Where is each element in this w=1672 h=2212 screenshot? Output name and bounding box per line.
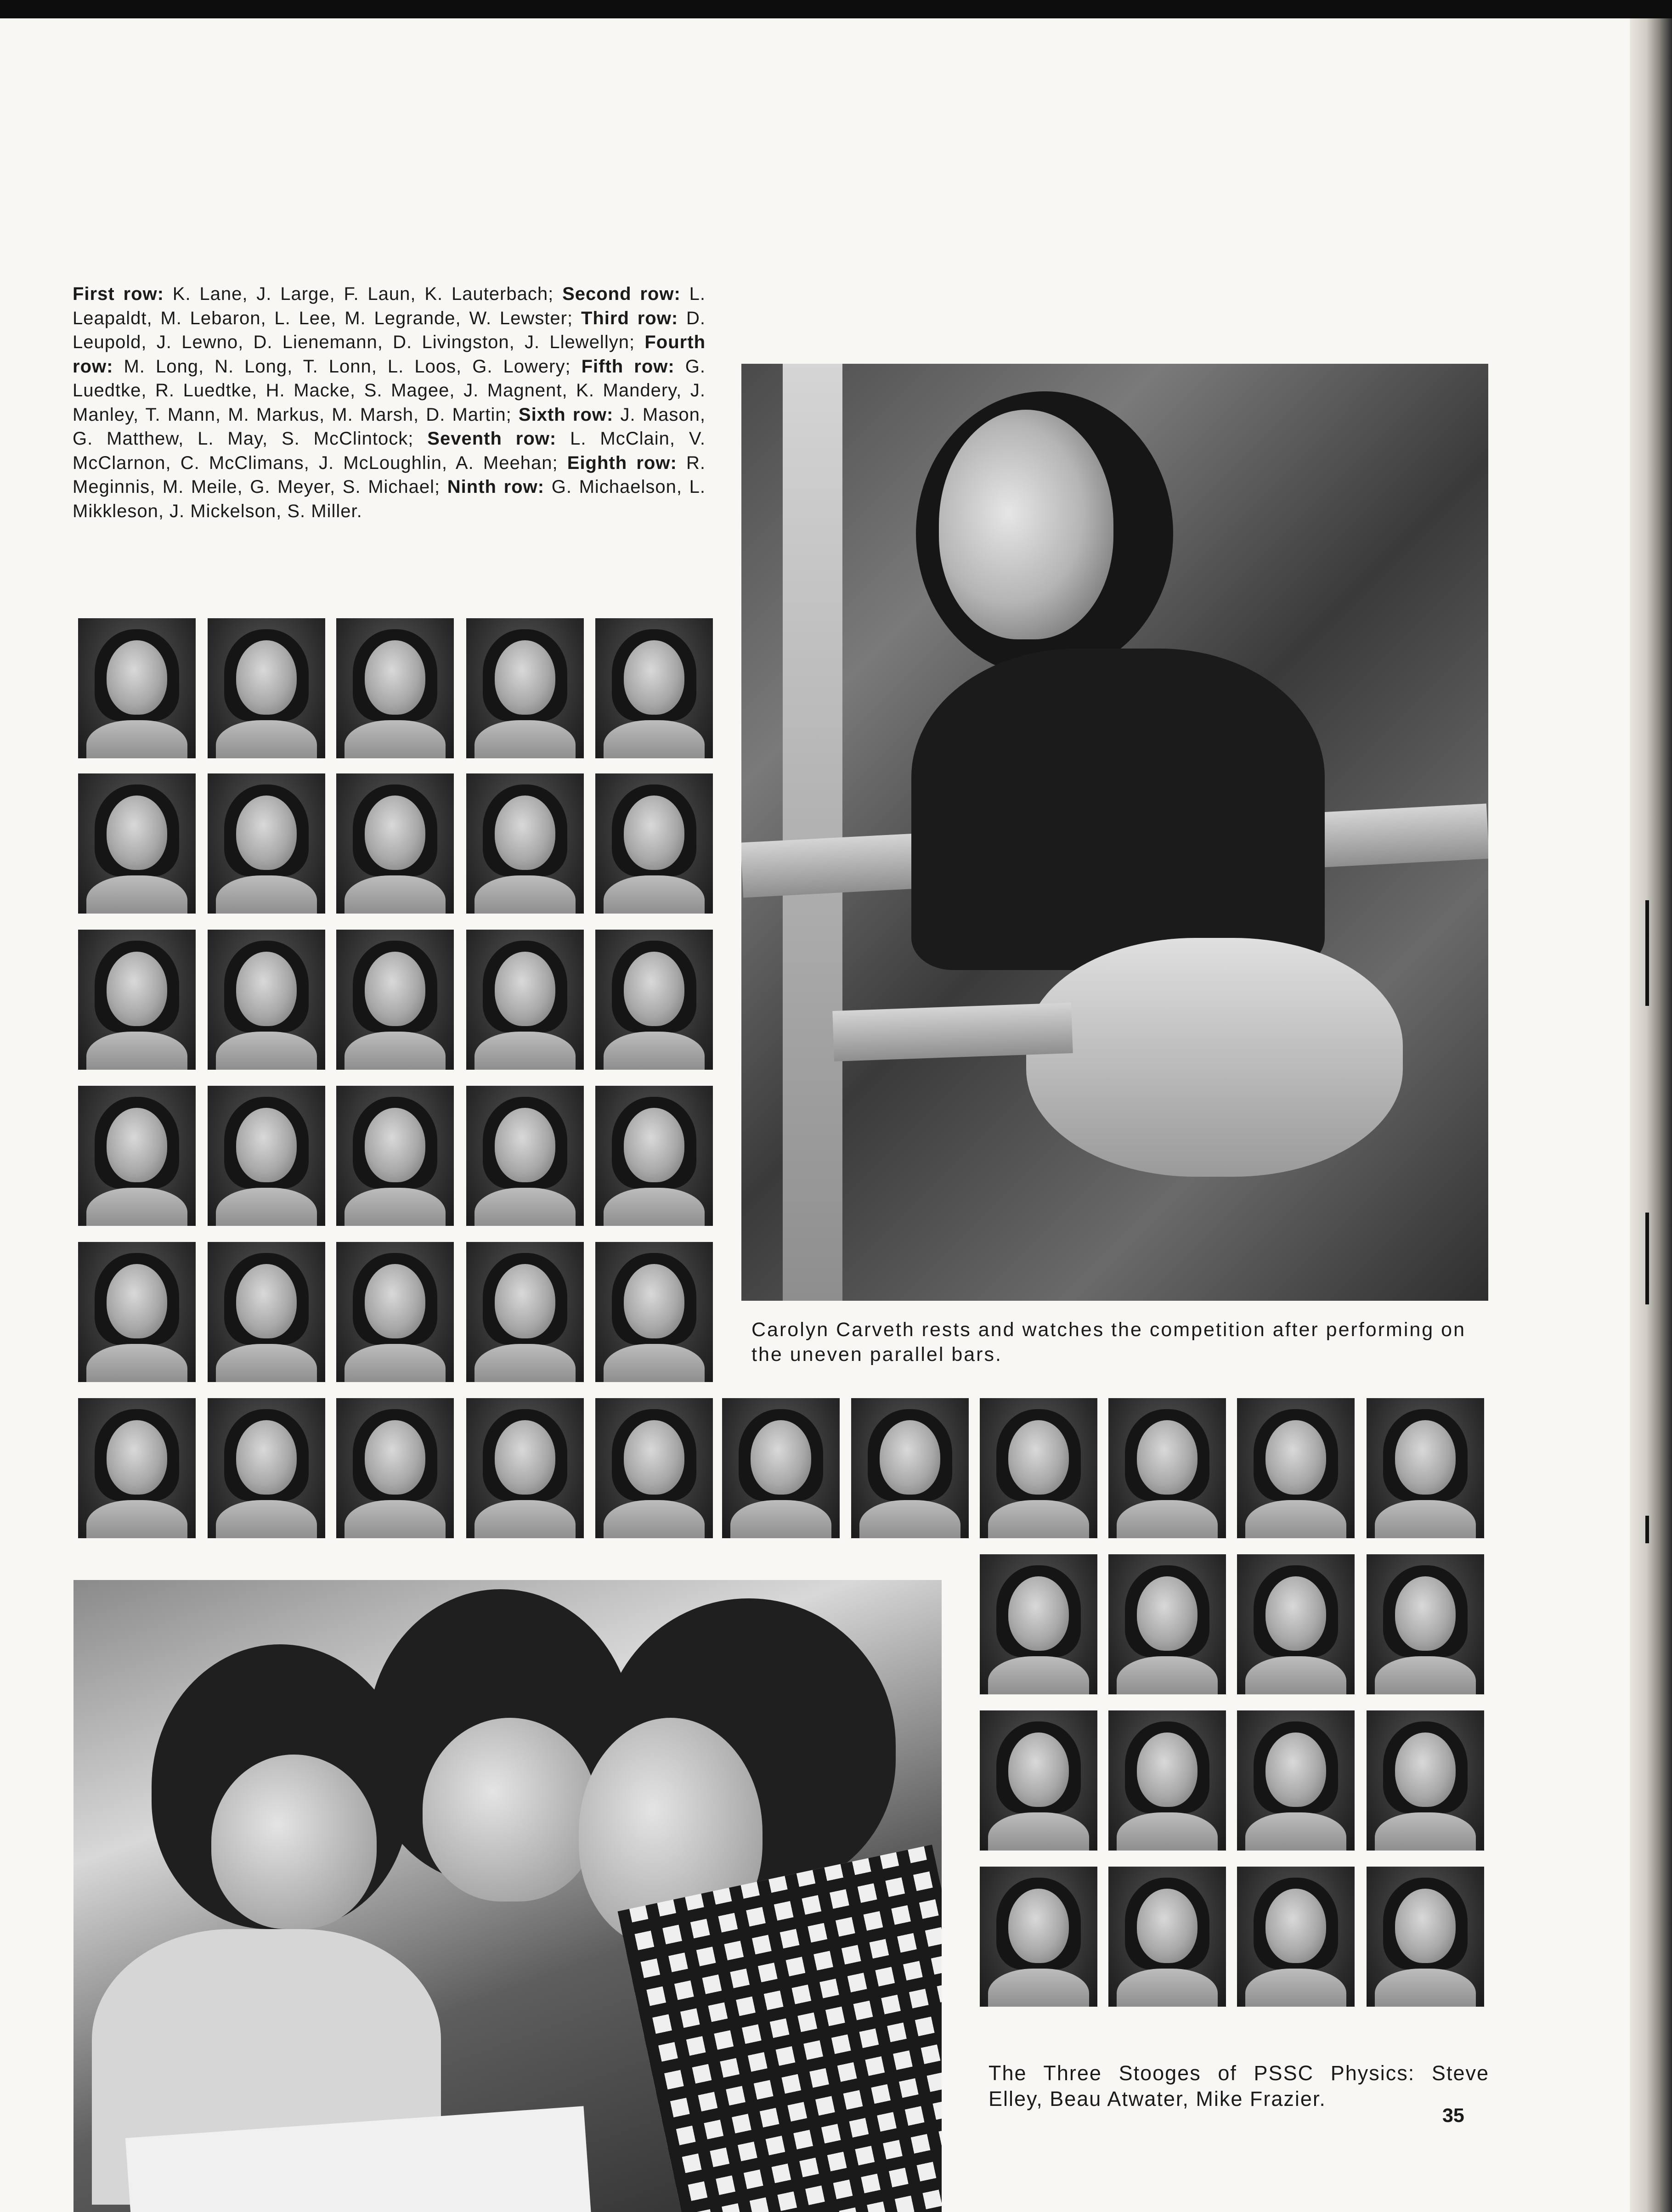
- student-portrait: [208, 1242, 325, 1382]
- row-names: M. Long, N. Long, T. Lonn, L. Loos, G. Lowery;: [113, 356, 582, 377]
- edge-mark: [1645, 1213, 1649, 1304]
- student-portrait: [722, 1398, 840, 1538]
- page-number: 35: [1442, 2105, 1464, 2127]
- student-portrait: [208, 930, 325, 1070]
- row-label: Fourth row:: [73, 332, 706, 377]
- student-portrait: [1108, 1867, 1226, 2007]
- student-portrait: [466, 773, 584, 914]
- row-label: Second row:: [562, 284, 681, 304]
- row-names: G. Michaelson, L. Mikkleson, J. Mickelson, S. Miller.: [73, 477, 706, 521]
- student-portrait: [980, 1554, 1097, 1694]
- student-portrait: [466, 1398, 584, 1538]
- student-portrait: [1108, 1398, 1226, 1538]
- row-label: Ninth row:: [447, 477, 545, 497]
- student-portrait: [1367, 1710, 1484, 1851]
- physics-photo-caption: The Three Stooges of PSSC Physics: Steve Elley, Beau Atwater, Mike Frazier.: [989, 2061, 1489, 2110]
- student-portrait: [1367, 1398, 1484, 1538]
- row-names: G. Luedtke, R. Luedtke, H. Macke, S. Magee, J. Magnent, K. Mandery, J. Manley, T. Mann, M. Markus, M. Marsh, D. Martin;: [73, 356, 706, 425]
- student-portrait: [595, 1086, 713, 1226]
- student-portrait: [336, 1086, 454, 1226]
- student-portrait: [208, 1398, 325, 1538]
- student-portrait: [595, 930, 713, 1070]
- row-label: Third row:: [581, 308, 678, 328]
- student-portrait: [1367, 1554, 1484, 1694]
- student-portrait: [208, 1086, 325, 1226]
- student-portrait: [78, 1086, 196, 1226]
- student-portrait: [336, 618, 454, 758]
- gymnast-photo-caption: Carolyn Carveth rests and watches the competition after performing on the uneven parallel bars.: [751, 1319, 1466, 1366]
- student-portrait: [1237, 1710, 1355, 1851]
- row-names: L. Leapaldt, M. Lebaron, L. Lee, M. Legrande, W. Lewster;: [73, 284, 706, 328]
- student-portrait: [1367, 1867, 1484, 2007]
- row-names: K. Lane, J. Large, F. Laun, K. Lauterbach;: [164, 284, 563, 304]
- row-label: Sixth row:: [518, 404, 614, 425]
- student-portrait: [1108, 1554, 1226, 1694]
- student-portrait: [336, 930, 454, 1070]
- gymnast-resting-photo: [741, 364, 1488, 1301]
- student-portrait: [980, 1867, 1097, 2007]
- student-portrait: [336, 773, 454, 914]
- student-portrait: [1237, 1867, 1355, 2007]
- physics-students-photo: [73, 1580, 942, 2212]
- student-portrait: [1108, 1710, 1226, 1851]
- student-portrait: [208, 773, 325, 914]
- row-names: L. McClain, V. McClarnon, C. McClimans, J. McLoughlin, A. Meehan;: [73, 429, 706, 473]
- student-portrait: [851, 1398, 969, 1538]
- edge-mark: [1645, 1516, 1649, 1543]
- student-portrait: [466, 1242, 584, 1382]
- student-portrait: [595, 618, 713, 758]
- student-portrait: [336, 1398, 454, 1538]
- student-portrait: [78, 1242, 196, 1382]
- row-names: D. Leupold, J. Lewno, D. Lienemann, D. Livingston, J. Llewellyn;: [73, 308, 706, 352]
- student-portrait: [78, 930, 196, 1070]
- page-binding-edge: [1630, 18, 1672, 2212]
- student-portrait: [980, 1710, 1097, 1851]
- row-label: Eighth row:: [567, 452, 677, 473]
- student-portrait: [1237, 1398, 1355, 1538]
- row-label: First row:: [73, 284, 164, 304]
- row-names: J. Mason, G. Matthew, L. May, S. McClintock;: [73, 404, 706, 449]
- portrait-names-caption: [73, 282, 706, 523]
- row-names: R. Meginnis, M. Meile, G. Meyer, S. Michael;: [73, 452, 706, 497]
- student-portrait: [466, 930, 584, 1070]
- student-portrait: [466, 618, 584, 758]
- student-portrait: [78, 773, 196, 914]
- student-portrait: [208, 618, 325, 758]
- student-portrait: [78, 1398, 196, 1538]
- student-portrait: [336, 1242, 454, 1382]
- student-portrait: [595, 1242, 713, 1382]
- student-portrait: [466, 1086, 584, 1226]
- edge-mark: [1645, 900, 1649, 1006]
- student-portrait: [78, 618, 196, 758]
- row-label: Fifth row:: [581, 356, 675, 377]
- student-portrait: [980, 1398, 1097, 1538]
- student-portrait: [595, 773, 713, 914]
- row-label: Seventh row:: [427, 429, 557, 449]
- student-portrait: [1237, 1554, 1355, 1694]
- student-portrait: [595, 1398, 713, 1538]
